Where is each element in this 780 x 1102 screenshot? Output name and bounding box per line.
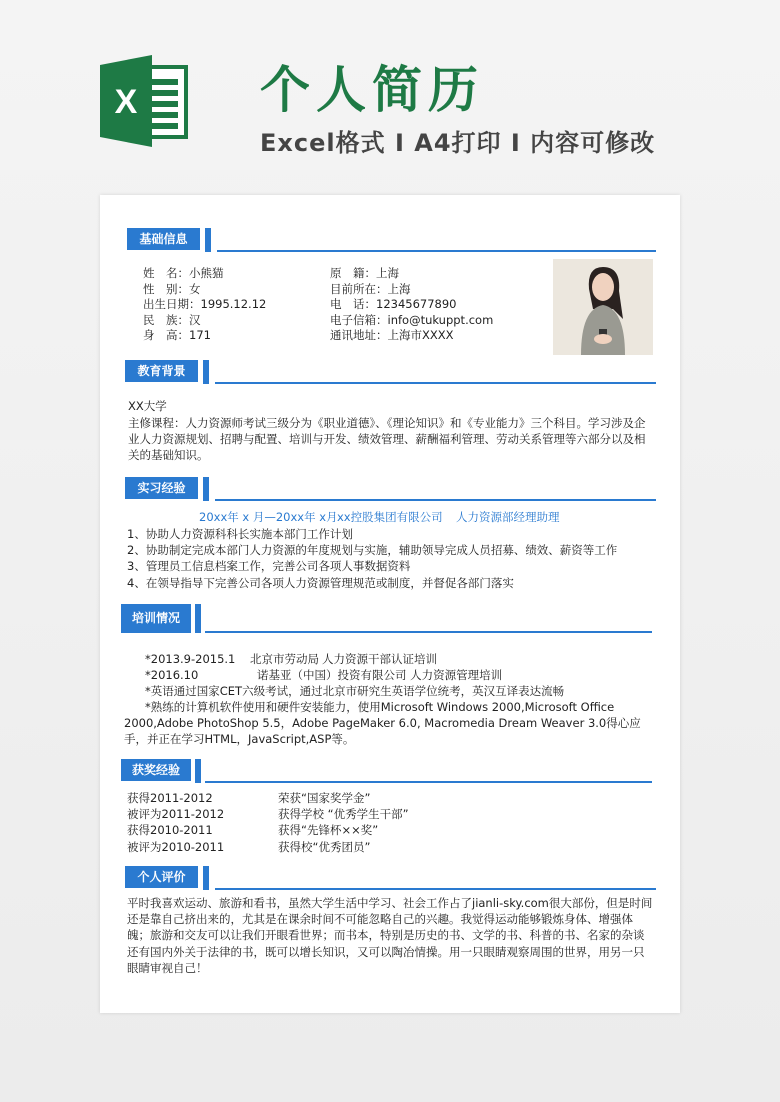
list-item (127, 806, 409, 822)
internship-items (127, 526, 617, 591)
email-field: 电子信箱：info@tukuppt.com (330, 312, 494, 327)
training-items (145, 651, 564, 700)
list-item (145, 667, 564, 683)
profile-photo (553, 259, 653, 355)
list-item: 2、协助制定完成本部门人力资源的年度规划与实施，辅助领导完成人员招募、绩效、薪资等工作 (127, 543, 618, 558)
section-title: 培训情况 (121, 604, 191, 633)
internship-position: 人力资源部经理助理 (456, 510, 560, 524)
name-field: 姓 名：小熊猫 (143, 266, 224, 280)
list-item (127, 822, 409, 838)
list-item (127, 839, 409, 855)
award-name: 荣获“国家奖学金” (278, 791, 371, 805)
award-name: 获得学校 “优秀学生干部” (278, 807, 409, 822)
section-header-training (121, 604, 652, 633)
list-item: 4、在领导指导下完善公司各项人力资源管理规范或制度，并督促各部门落实 (127, 575, 514, 590)
location-field: 目前所在：上海 (330, 281, 411, 296)
training-date: *2016.10 (145, 668, 199, 683)
section-title: 基础信息 (127, 228, 200, 250)
award-year: 获得2010-2011 (127, 823, 213, 838)
training-org: 北京市劳动局 (250, 652, 319, 666)
address-field: 通讯地址：上海市XXXX (330, 328, 454, 342)
section-header-evaluation (125, 866, 656, 890)
list-item (145, 651, 564, 667)
gender-field: 性 别：女 (143, 281, 201, 296)
english-skill: *英语通过国家CET六级考试，通过北京市研究生英语学位统考，英汉互译表达流畅 (145, 684, 565, 699)
list-item: 1、协助人力资源科科长实施本部门工作计划 (127, 527, 353, 541)
height-field: 身 高：171 (143, 328, 211, 342)
ethnicity-field: 民 族：汉 (143, 312, 201, 327)
awards-list (127, 790, 409, 855)
phone-field: 电 话：12345677890 (330, 297, 457, 311)
award-year: 被评为2010-2011 (127, 839, 225, 854)
birthdate-field: 出生日期：1995.12.12 (143, 297, 267, 311)
page-title: 个人简历 (260, 61, 484, 119)
section-title: 实习经验 (125, 477, 198, 499)
training-course: 人力资源管理培训 (410, 668, 503, 683)
award-year: 获得2011-2012 (127, 791, 213, 805)
computer-skill: *熟练的计算机软件使用和硬件安装能力，使用Microsoft Windows 2000,Microsoft Office 2000,Adobe PhotoShop 5.5，Adobe PageMaker 6.0, Macromedia Dream Weaver 3.0得心应手，并正在学习HTML，JavaScript,ASP等。 (124, 700, 641, 747)
section-header-internship (125, 477, 656, 501)
education-text: 主修课程：人力资源师考试三级分为《职业道德》、《理论知识》和《专业能力》三个科目。学习涉及企业人力资源规划、招聘与配置、培训与开发、绩效管理、薪酬福利管理、劳动关系管理等六部分以及相关的基础知识。 (128, 416, 646, 463)
training-date: *2013.9-2015.1 (145, 652, 236, 666)
svg-text:X: X (114, 83, 138, 121)
section-title: 教育背景 (125, 360, 198, 382)
basic-left (143, 266, 266, 344)
award-name: 获得“先锋杯××奖” (278, 823, 379, 838)
internship-period: 20xx年 x 月—20xx年 x月 (199, 510, 338, 524)
section-header-awards (121, 759, 652, 783)
origin-field: 原 籍：上海 (330, 266, 399, 280)
page-subtitle: Excel格式 I A4打印 I 内容可修改 (260, 129, 656, 157)
internship-company: xx控股集团有限公司 (337, 510, 443, 524)
training-course: 人力资源干部认证培训 (322, 652, 437, 666)
school-name: XX大学 (128, 399, 167, 413)
section-header-education (125, 360, 656, 384)
excel-logo-icon (100, 55, 192, 147)
evaluation-text: 平时我喜欢运动、旅游和看书，虽然大学生活中学习、社会工作占了jianli-sky.com很大部份，但是时间还是靠自己挤出来的，尤其是在课余时间不可能忽略自己的兴趣。我觉得运动能够锻炼身体、增强体魄；旅游和交友可以让我们开眼看世界；而书本，特别是历史的书、文学的书、科普的书、名家的杂谈还有国内外关于法律的书，既可以增长知识，又可以陶冶情操。用一只眼睛观察周围的世界，用另一只眼睛审视自己！ (127, 896, 653, 975)
training-org: 诺基亚（中国）投资有限公司 (257, 668, 407, 683)
list-item: 3、管理员工信息档案工作，完善公司各项人事数据资料 (127, 559, 411, 574)
section-title: 个人评价 (125, 866, 198, 888)
list-item (127, 790, 409, 806)
basic-right (330, 266, 493, 344)
section-header-basic (127, 228, 656, 252)
section-title: 获奖经验 (121, 759, 191, 781)
award-year: 被评为2011-2012 (127, 807, 225, 822)
award-name: 获得校“优秀团员” (278, 839, 371, 854)
